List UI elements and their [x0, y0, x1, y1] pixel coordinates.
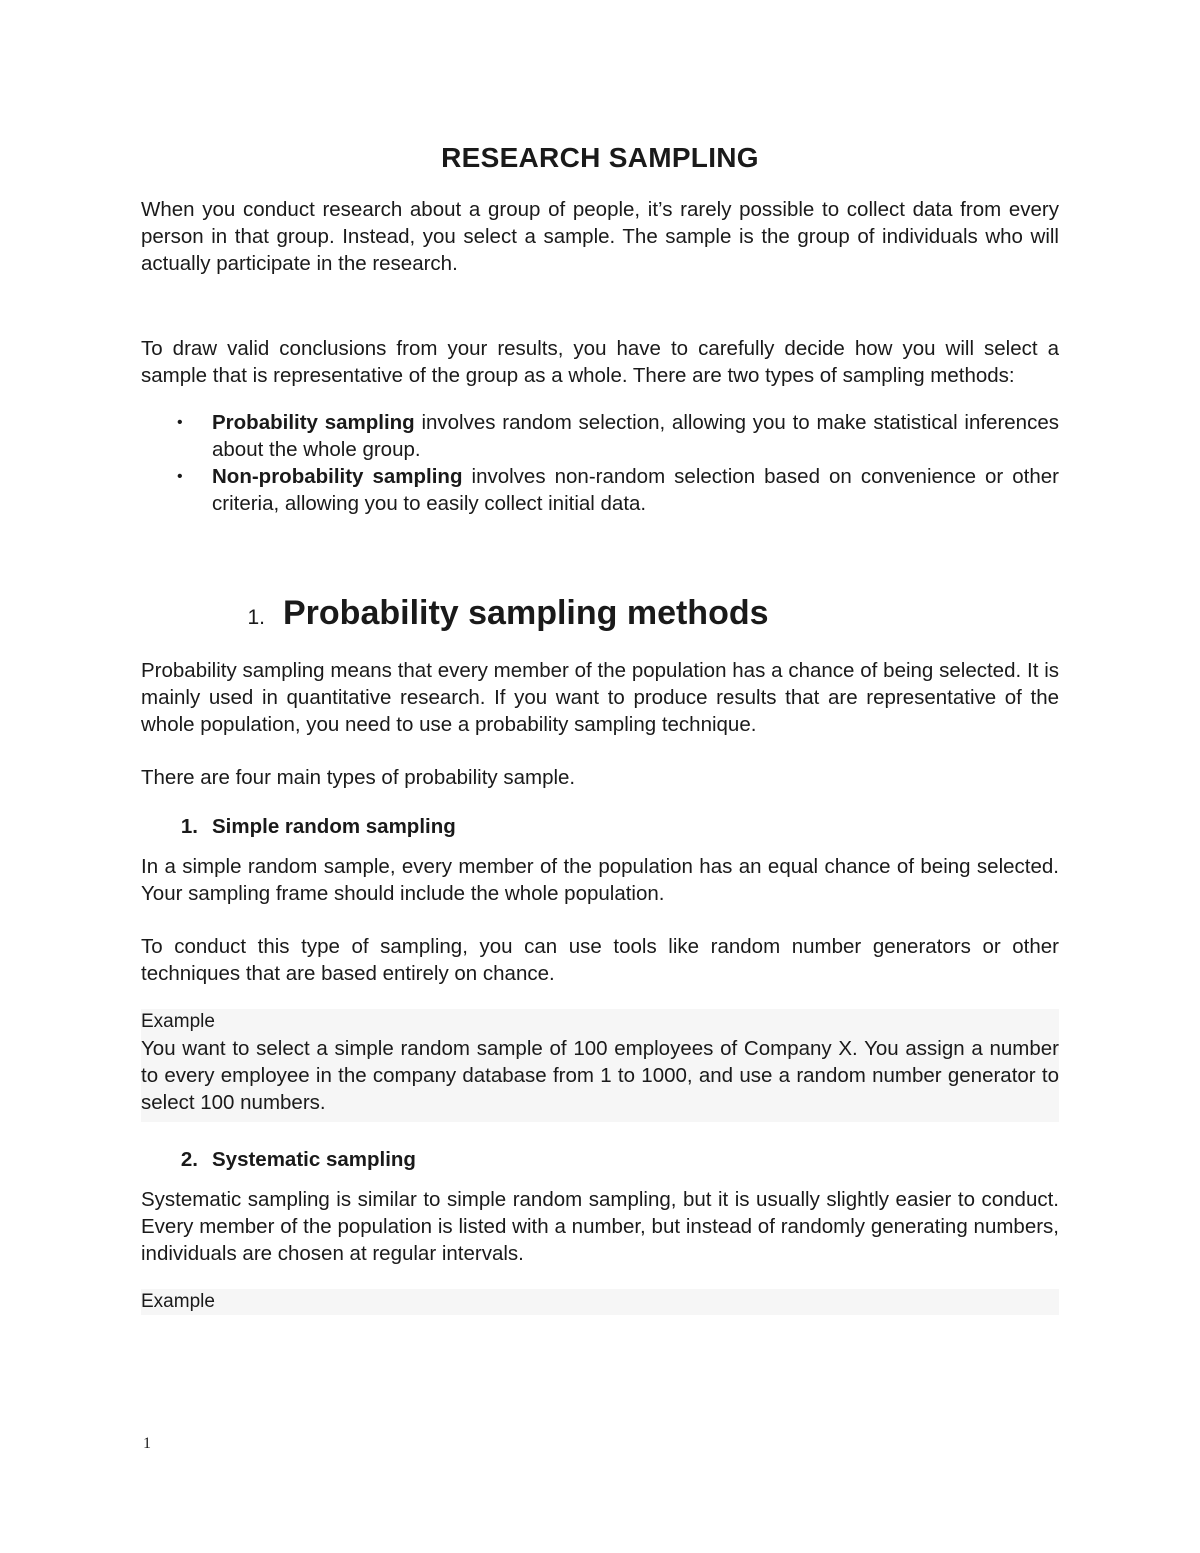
subsection-number: 1. [180, 815, 198, 838]
bullet-text: involves random selection, allowing you to make statistical inferences about the whole group. [212, 411, 1059, 461]
subsection-heading [141, 813, 1059, 840]
types-paragraph: To draw valid conclusions from your results, you have to carefully decide how you will select a sample that is representative of the group as a whole. There are two types of sampling methods: [141, 337, 1059, 387]
example-box [141, 1009, 1059, 1122]
bullet-icon: • [177, 468, 183, 485]
example-text: You want to select a simple random sample of 100 employees of Company X. You assign a number to every employee in the company database from 1 to 1000, and use a random number generator to select 100 numbers. [141, 1037, 1059, 1114]
sampling-types-list [141, 409, 1059, 517]
example-label: Example [141, 1009, 1059, 1035]
subsection-paragraph: To conduct this type of sampling, you can use tools like random number generators or other techniques that are based entirely on chance. [141, 935, 1059, 985]
subsection-paragraph: Systematic sampling is similar to simple random sampling, but it is usually slightly easier to conduct. Every member of the population is listed with a number, but instead of randomly generating numbers, individuals are chosen at regular intervals. [141, 1188, 1059, 1265]
subsection-title: Simple random sampling [212, 815, 456, 838]
section-paragraph: There are four main types of probability sample. [141, 766, 576, 789]
subsection-heading [141, 1146, 1059, 1173]
list-item [141, 463, 1059, 517]
bullet-term: Probability sampling [212, 411, 415, 434]
intro-paragraph: When you conduct research about a group of people, it’s rarely possible to collect data from every person in that group. Instead, you select a sample. The sample is the group of individuals who will actually participate in the research. [141, 198, 1059, 275]
page-title: RESEARCH SAMPLING [441, 142, 759, 173]
list-item [141, 409, 1059, 463]
example-box [141, 1289, 1059, 1315]
section-number: 1. [247, 606, 265, 629]
bullet-term: Non-probability sampling [212, 465, 463, 488]
bullet-icon: • [177, 414, 183, 431]
section-paragraph: Probability sampling means that every member of the population has a chance of being selected. It is mainly used in quantitative research. If you want to produce results that are representative of the whole population, you need to use a probability sampling technique. [141, 659, 1059, 736]
section-title: Probability sampling methods [283, 594, 769, 632]
section-heading [141, 591, 1059, 635]
page-number: 1 [143, 1435, 151, 1452]
subsection-number: 2. [180, 1148, 198, 1171]
subsection-paragraph: In a simple random sample, every member of the population has an equal chance of being selected. Your sampling frame should include the whole population. [141, 855, 1059, 905]
subsection-title: Systematic sampling [212, 1148, 416, 1171]
document-body [141, 140, 1059, 1339]
bullet-text: involves non-random selection based on convenience or other criteria, allowing you to easily collect initial data. [212, 465, 1059, 515]
example-label: Example [141, 1289, 1059, 1315]
